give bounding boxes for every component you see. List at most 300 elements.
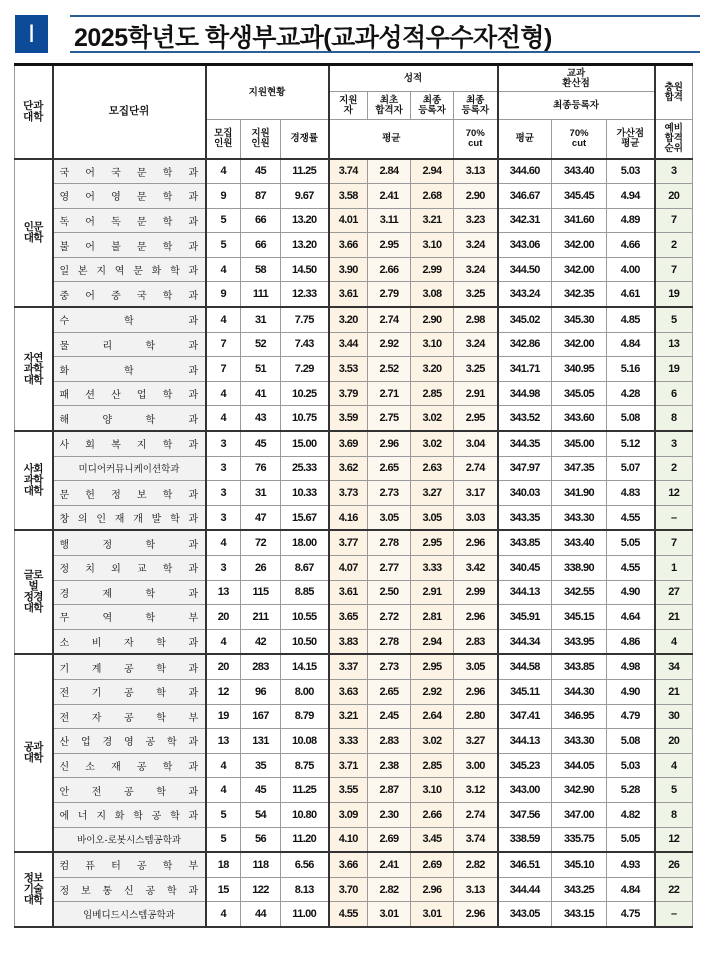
applicant-avg-cell: 3.33 — [329, 729, 368, 754]
initial-avg-cell: 2.92 — [368, 332, 411, 357]
score-cut70-cell: 343.30 — [552, 505, 607, 530]
waitlist-rank-cell: 20 — [655, 729, 693, 754]
quota-cell: 15 — [206, 877, 241, 902]
score-cut70-cell: 345.30 — [552, 307, 607, 332]
ratio-cell: 8.00 — [281, 679, 329, 704]
ratio-cell: 25.33 — [281, 456, 329, 481]
final-avg-cell: 2.66 — [411, 802, 454, 827]
initial-avg-cell: 2.95 — [368, 233, 411, 258]
initial-avg-cell: 2.66 — [368, 257, 411, 282]
unit-cell: 무 역 학 부 — [53, 605, 206, 630]
ratio-cell: 6.56 — [281, 852, 329, 877]
unit-cell: 미디어커뮤니케이션학과 — [53, 456, 206, 481]
initial-avg-cell: 2.69 — [368, 827, 411, 852]
table-row — [15, 332, 693, 357]
initial-avg-cell: 2.72 — [368, 605, 411, 630]
college-name: 공과 대학 — [15, 654, 53, 852]
quota-cell: 4 — [206, 902, 241, 927]
final-avg-cell: 2.90 — [411, 307, 454, 332]
table-row — [15, 729, 693, 754]
bonus-avg-cell: 4.55 — [607, 505, 655, 530]
score-avg-cell: 342.31 — [498, 208, 552, 233]
waitlist-rank-cell: 3 — [655, 159, 693, 184]
final-avg-cell: 2.92 — [411, 679, 454, 704]
initial-avg-cell: 2.78 — [368, 629, 411, 654]
final-cut70-cell: 2.99 — [454, 580, 498, 605]
score-avg-cell: 343.24 — [498, 282, 552, 307]
applied-cell: 31 — [241, 307, 281, 332]
table-row — [15, 257, 693, 282]
applied-cell: 66 — [241, 208, 281, 233]
ratio-cell: 8.85 — [281, 580, 329, 605]
unit-cell: 전 자 공 학 부 — [53, 704, 206, 729]
waitlist-rank-cell: 7 — [655, 257, 693, 282]
final-avg-cell: 3.08 — [411, 282, 454, 307]
initial-avg-cell: 2.30 — [368, 802, 411, 827]
score-avg-cell: 344.50 — [498, 257, 552, 282]
score-avg-cell: 345.11 — [498, 679, 552, 704]
score-avg-cell: 344.13 — [498, 580, 552, 605]
header-waitlist-rank: 예비 합격 순위 — [655, 120, 693, 159]
unit-cell: 패 션 산 업 학 과 — [53, 381, 206, 406]
score-cut70-cell: 343.85 — [552, 654, 607, 679]
applicant-avg-cell: 3.63 — [329, 679, 368, 704]
applied-cell: 45 — [241, 431, 281, 456]
score-cut70-cell: 342.35 — [552, 282, 607, 307]
applied-cell: 211 — [241, 605, 281, 630]
quota-cell: 3 — [206, 456, 241, 481]
score-cut70-cell: 347.35 — [552, 456, 607, 481]
waitlist-rank-cell: 21 — [655, 679, 693, 704]
score-avg-cell: 347.97 — [498, 456, 552, 481]
applicant-avg-cell: 3.71 — [329, 753, 368, 778]
applied-cell: 87 — [241, 184, 281, 209]
table-row — [15, 357, 693, 382]
final-avg-cell: 3.05 — [411, 505, 454, 530]
unit-cell: 전 기 공 학 과 — [53, 679, 206, 704]
ratio-cell: 8.79 — [281, 704, 329, 729]
applicant-avg-cell: 3.66 — [329, 233, 368, 258]
final-avg-cell: 2.81 — [411, 605, 454, 630]
applicant-avg-cell: 4.16 — [329, 505, 368, 530]
header-applied: 지원 인원 — [241, 120, 281, 159]
bonus-avg-cell: 4.64 — [607, 605, 655, 630]
final-avg-cell: 2.94 — [411, 629, 454, 654]
waitlist-rank-cell: – — [655, 902, 693, 927]
header-application-status: 지원현황 — [206, 65, 329, 120]
ratio-cell: 15.00 — [281, 431, 329, 456]
quota-cell: 4 — [206, 778, 241, 803]
table-row — [15, 704, 693, 729]
waitlist-rank-cell: 7 — [655, 208, 693, 233]
initial-avg-cell: 2.73 — [368, 654, 411, 679]
unit-cell: 불 어 불 문 학 과 — [53, 233, 206, 258]
applied-cell: 31 — [241, 481, 281, 506]
score-cut70-cell: 344.05 — [552, 753, 607, 778]
final-cut70-cell: 3.13 — [454, 877, 498, 902]
table-row — [15, 902, 693, 927]
quota-cell: 7 — [206, 357, 241, 382]
score-avg-cell: 340.45 — [498, 556, 552, 581]
table-row — [15, 159, 693, 184]
unit-cell: 소 비 자 학 과 — [53, 629, 206, 654]
quota-cell: 12 — [206, 679, 241, 704]
bonus-avg-cell: 4.89 — [607, 208, 655, 233]
final-avg-cell: 3.21 — [411, 208, 454, 233]
final-avg-cell: 2.95 — [411, 530, 454, 555]
table-row — [15, 580, 693, 605]
quota-cell: 18 — [206, 852, 241, 877]
bonus-avg-cell: 4.55 — [607, 556, 655, 581]
unit-cell: 물 리 학 과 — [53, 332, 206, 357]
final-cut70-cell: 3.27 — [454, 729, 498, 754]
header-converted-score: 교과 환산점 — [498, 65, 655, 92]
waitlist-rank-cell: 7 — [655, 530, 693, 555]
waitlist-rank-cell: 4 — [655, 753, 693, 778]
applied-cell: 118 — [241, 852, 281, 877]
applicant-avg-cell: 3.73 — [329, 481, 368, 506]
applied-cell: 96 — [241, 679, 281, 704]
initial-avg-cell: 3.05 — [368, 505, 411, 530]
score-avg-cell: 346.67 — [498, 184, 552, 209]
final-avg-cell: 2.96 — [411, 877, 454, 902]
waitlist-rank-cell: 21 — [655, 605, 693, 630]
final-avg-cell: 3.10 — [411, 778, 454, 803]
score-avg-cell: 346.51 — [498, 852, 552, 877]
ratio-cell: 11.25 — [281, 778, 329, 803]
final-avg-cell: 3.02 — [411, 406, 454, 431]
applied-cell: 26 — [241, 556, 281, 581]
score-avg-cell: 344.98 — [498, 381, 552, 406]
applicant-avg-cell: 4.10 — [329, 827, 368, 852]
final-avg-cell: 2.63 — [411, 456, 454, 481]
applicant-avg-cell: 3.77 — [329, 530, 368, 555]
bonus-avg-cell: 4.79 — [607, 704, 655, 729]
score-avg-cell: 344.58 — [498, 654, 552, 679]
applied-cell: 111 — [241, 282, 281, 307]
final-cut70-cell: 2.74 — [454, 802, 498, 827]
bonus-avg-cell: 4.28 — [607, 381, 655, 406]
final-avg-cell: 3.33 — [411, 556, 454, 581]
ratio-cell: 8.75 — [281, 753, 329, 778]
final-cut70-cell: 2.98 — [454, 307, 498, 332]
applied-cell: 167 — [241, 704, 281, 729]
waitlist-rank-cell: 5 — [655, 778, 693, 803]
applied-cell: 115 — [241, 580, 281, 605]
table-row — [15, 307, 693, 332]
bonus-avg-cell: 4.85 — [607, 307, 655, 332]
score-cut70-cell: 345.15 — [552, 605, 607, 630]
quota-cell: 20 — [206, 654, 241, 679]
ratio-cell: 11.20 — [281, 827, 329, 852]
header-extra-admit: 충원 합격 — [655, 65, 693, 120]
table-row — [15, 605, 693, 630]
waitlist-rank-cell: – — [655, 505, 693, 530]
unit-cell: 사 회 복 지 학 과 — [53, 431, 206, 456]
applicant-avg-cell: 3.20 — [329, 307, 368, 332]
applied-cell: 47 — [241, 505, 281, 530]
final-avg-cell: 2.68 — [411, 184, 454, 209]
ratio-cell: 7.75 — [281, 307, 329, 332]
unit-cell: 바이오-로봇시스템공학과 — [53, 827, 206, 852]
applied-cell: 45 — [241, 159, 281, 184]
score-cut70-cell: 338.90 — [552, 556, 607, 581]
unit-cell: 경 제 학 과 — [53, 580, 206, 605]
initial-avg-cell: 2.82 — [368, 877, 411, 902]
final-avg-cell: 3.20 — [411, 357, 454, 382]
initial-avg-cell: 2.78 — [368, 530, 411, 555]
table-row — [15, 505, 693, 530]
waitlist-rank-cell: 8 — [655, 406, 693, 431]
bonus-avg-cell: 5.08 — [607, 729, 655, 754]
quota-cell: 4 — [206, 629, 241, 654]
bonus-avg-cell: 5.03 — [607, 159, 655, 184]
quota-cell: 4 — [206, 406, 241, 431]
bonus-avg-cell: 5.05 — [607, 530, 655, 555]
final-cut70-cell: 2.96 — [454, 679, 498, 704]
score-avg-cell: 345.23 — [498, 753, 552, 778]
final-cut70-cell: 2.96 — [454, 605, 498, 630]
score-avg-cell: 343.35 — [498, 505, 552, 530]
final-cut70-cell: 3.24 — [454, 257, 498, 282]
applied-cell: 43 — [241, 406, 281, 431]
score-cut70-cell: 335.75 — [552, 827, 607, 852]
quota-cell: 19 — [206, 704, 241, 729]
waitlist-rank-cell: 1 — [655, 556, 693, 581]
waitlist-rank-cell: 2 — [655, 456, 693, 481]
table-row — [15, 629, 693, 654]
final-cut70-cell: 2.90 — [454, 184, 498, 209]
initial-avg-cell: 2.77 — [368, 556, 411, 581]
quota-cell: 4 — [206, 257, 241, 282]
ratio-cell: 11.00 — [281, 902, 329, 927]
score-avg-cell: 342.86 — [498, 332, 552, 357]
applicant-avg-cell: 3.21 — [329, 704, 368, 729]
quota-cell: 13 — [206, 729, 241, 754]
bonus-avg-cell: 5.07 — [607, 456, 655, 481]
final-cut70-cell: 2.82 — [454, 852, 498, 877]
score-cut70-cell: 345.45 — [552, 184, 607, 209]
quota-cell: 3 — [206, 505, 241, 530]
bonus-avg-cell: 4.66 — [607, 233, 655, 258]
waitlist-rank-cell: 3 — [655, 431, 693, 456]
table-row — [15, 208, 693, 233]
bonus-avg-cell: 4.90 — [607, 580, 655, 605]
final-avg-cell: 3.02 — [411, 431, 454, 456]
applied-cell: 66 — [241, 233, 281, 258]
initial-avg-cell: 2.45 — [368, 704, 411, 729]
unit-cell: 독 어 독 문 학 과 — [53, 208, 206, 233]
final-cut70-cell: 2.74 — [454, 456, 498, 481]
waitlist-rank-cell: 30 — [655, 704, 693, 729]
final-avg-cell: 2.91 — [411, 580, 454, 605]
applicant-avg-cell: 3.65 — [329, 605, 368, 630]
applied-cell: 44 — [241, 902, 281, 927]
score-cut70-cell: 343.30 — [552, 729, 607, 754]
page-title-bar — [15, 15, 700, 53]
waitlist-rank-cell: 2 — [655, 233, 693, 258]
unit-cell: 문 헌 정 보 학 과 — [53, 481, 206, 506]
final-cut70-cell: 3.04 — [454, 431, 498, 456]
ratio-cell: 10.75 — [281, 406, 329, 431]
score-cut70-cell: 342.90 — [552, 778, 607, 803]
ratio-cell: 14.50 — [281, 257, 329, 282]
applicant-avg-cell: 3.74 — [329, 159, 368, 184]
waitlist-rank-cell: 12 — [655, 827, 693, 852]
score-cut70-cell: 343.25 — [552, 877, 607, 902]
table-row — [15, 679, 693, 704]
final-cut70-cell: 3.74 — [454, 827, 498, 852]
score-cut70-cell: 341.60 — [552, 208, 607, 233]
table-row — [15, 431, 693, 456]
page-title: 2025학년도 학생부교과(교과성적우수자전형) — [74, 24, 552, 52]
quota-cell: 3 — [206, 556, 241, 581]
final-avg-cell: 3.01 — [411, 902, 454, 927]
header-college: 단과 대학 — [15, 65, 53, 159]
score-avg-cell: 343.06 — [498, 233, 552, 258]
final-avg-cell: 3.10 — [411, 332, 454, 357]
quota-cell: 4 — [206, 381, 241, 406]
applied-cell: 41 — [241, 381, 281, 406]
bonus-avg-cell: 4.86 — [607, 629, 655, 654]
score-avg-cell: 347.56 — [498, 802, 552, 827]
bonus-avg-cell: 5.28 — [607, 778, 655, 803]
applied-cell: 58 — [241, 257, 281, 282]
final-cut70-cell: 2.96 — [454, 902, 498, 927]
college-name: 인문 대학 — [15, 159, 53, 308]
score-avg-cell: 344.35 — [498, 431, 552, 456]
unit-cell: 정 치 외 교 학 과 — [53, 556, 206, 581]
quota-cell: 4 — [206, 753, 241, 778]
applicant-avg-cell: 3.83 — [329, 629, 368, 654]
unit-cell: 국 어 국 문 학 과 — [53, 159, 206, 184]
score-cut70-cell: 345.10 — [552, 852, 607, 877]
score-avg-cell: 343.85 — [498, 530, 552, 555]
unit-cell: 일 본 지 역 문 화 학 과 — [53, 257, 206, 282]
header-average: 평균 — [329, 120, 454, 159]
section-numeral: Ⅰ — [15, 15, 48, 53]
unit-cell: 임베디드시스템공학과 — [53, 902, 206, 927]
initial-avg-cell: 2.52 — [368, 357, 411, 382]
quota-cell: 3 — [206, 431, 241, 456]
bonus-avg-cell: 4.93 — [607, 852, 655, 877]
college-name: 글로 벌 정경 대학 — [15, 530, 53, 654]
table-row — [15, 456, 693, 481]
final-avg-cell: 2.85 — [411, 381, 454, 406]
final-avg-cell: 3.27 — [411, 481, 454, 506]
ratio-cell: 15.67 — [281, 505, 329, 530]
applicant-avg-cell: 3.37 — [329, 654, 368, 679]
final-avg-cell: 2.64 — [411, 704, 454, 729]
applied-cell: 283 — [241, 654, 281, 679]
bonus-avg-cell: 5.05 — [607, 827, 655, 852]
score-cut70-cell: 341.90 — [552, 481, 607, 506]
final-cut70-cell: 3.25 — [454, 357, 498, 382]
score-cut70-cell: 342.55 — [552, 580, 607, 605]
table-row — [15, 481, 693, 506]
score-avg-cell: 344.44 — [498, 877, 552, 902]
ratio-cell: 13.20 — [281, 233, 329, 258]
bonus-avg-cell: 4.61 — [607, 282, 655, 307]
unit-cell: 안 전 공 학 과 — [53, 778, 206, 803]
title-box — [70, 15, 700, 53]
applicant-avg-cell: 3.09 — [329, 802, 368, 827]
score-avg-cell: 343.52 — [498, 406, 552, 431]
admission-results-table — [14, 63, 693, 928]
unit-cell: 에 너 지 화 학 공 학 과 — [53, 802, 206, 827]
quota-cell: 9 — [206, 282, 241, 307]
final-cut70-cell: 3.23 — [454, 208, 498, 233]
final-cut70-cell: 3.42 — [454, 556, 498, 581]
table-row — [15, 654, 693, 679]
initial-avg-cell: 2.41 — [368, 852, 411, 877]
applied-cell: 122 — [241, 877, 281, 902]
applied-cell: 42 — [241, 629, 281, 654]
waitlist-rank-cell: 5 — [655, 307, 693, 332]
score-cut70-cell: 347.00 — [552, 802, 607, 827]
score-cut70-cell: 343.40 — [552, 530, 607, 555]
college-name: 자연 과학 대학 — [15, 307, 53, 431]
bonus-avg-cell: 4.84 — [607, 877, 655, 902]
applied-cell: 52 — [241, 332, 281, 357]
final-cut70-cell: 3.13 — [454, 159, 498, 184]
ratio-cell: 9.67 — [281, 184, 329, 209]
applicant-avg-cell: 3.61 — [329, 282, 368, 307]
ratio-cell: 13.20 — [281, 208, 329, 233]
header-final-enrolled-2: 최종 등록자 — [454, 92, 498, 120]
table-row — [15, 381, 693, 406]
final-cut70-cell: 2.95 — [454, 406, 498, 431]
applicant-avg-cell: 3.62 — [329, 456, 368, 481]
initial-avg-cell: 2.84 — [368, 159, 411, 184]
quota-cell: 5 — [206, 208, 241, 233]
ratio-cell: 10.08 — [281, 729, 329, 754]
table-row — [15, 233, 693, 258]
quota-cell: 4 — [206, 530, 241, 555]
score-avg-cell: 343.00 — [498, 778, 552, 803]
initial-avg-cell: 3.01 — [368, 902, 411, 927]
initial-avg-cell: 2.71 — [368, 381, 411, 406]
final-avg-cell: 2.94 — [411, 159, 454, 184]
ratio-cell: 10.33 — [281, 481, 329, 506]
table-row — [15, 556, 693, 581]
header-ratio: 경쟁률 — [281, 120, 329, 159]
ratio-cell: 10.50 — [281, 629, 329, 654]
applied-cell: 56 — [241, 827, 281, 852]
waitlist-rank-cell: 19 — [655, 282, 693, 307]
initial-avg-cell: 2.41 — [368, 184, 411, 209]
final-cut70-cell: 3.24 — [454, 332, 498, 357]
table-row — [15, 184, 693, 209]
initial-avg-cell: 2.75 — [368, 406, 411, 431]
waitlist-rank-cell: 6 — [655, 381, 693, 406]
applied-cell: 72 — [241, 530, 281, 555]
score-avg-cell: 344.60 — [498, 159, 552, 184]
table-row — [15, 877, 693, 902]
header-cut70: 70% cut — [454, 120, 498, 159]
final-cut70-cell: 3.25 — [454, 282, 498, 307]
ratio-cell: 14.15 — [281, 654, 329, 679]
ratio-cell: 8.67 — [281, 556, 329, 581]
unit-cell: 중 어 중 국 학 과 — [53, 282, 206, 307]
score-cut70-cell: 345.05 — [552, 381, 607, 406]
table-row — [15, 282, 693, 307]
applicant-avg-cell: 3.53 — [329, 357, 368, 382]
applicant-avg-cell: 3.70 — [329, 877, 368, 902]
unit-cell: 화 학 과 — [53, 357, 206, 382]
header-final-enrolled: 최종등록자 — [498, 92, 655, 120]
final-avg-cell: 2.95 — [411, 654, 454, 679]
